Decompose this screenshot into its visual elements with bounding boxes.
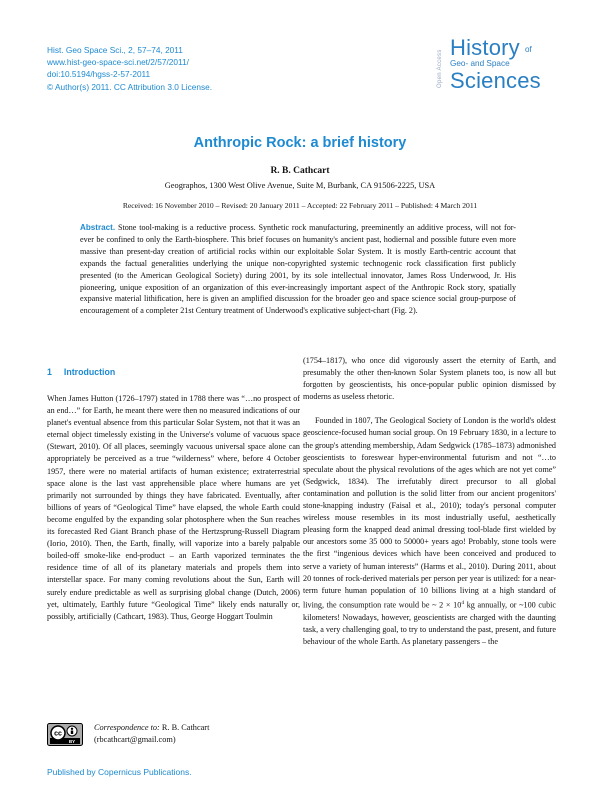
citation-line: Hist. Geo Space Sci., 2, 57–74, 2011: [47, 45, 183, 55]
abstract-label: Abstract.: [80, 223, 116, 232]
section-number: 1: [47, 367, 52, 377]
right-paragraph-2-part-b: kg annually, or ~100 cubic kilometers! Nowadays, however, geoscientists are charged with the daunting task, a very challenging goal, to try to understand the past, present, and future behaviour of the whole Earth. As planetary passengers – the: [303, 600, 556, 646]
logo-word-of: of: [525, 45, 532, 54]
publisher-footer: Published by Copernicus Publications.: [47, 767, 192, 777]
correspondence-block: [94, 722, 209, 746]
logo-word-history: History: [450, 35, 520, 60]
author-affiliation: Geographos, 1300 West Olive Avenue, Suite M, Burbank, CA 91506-2225, USA: [164, 181, 436, 190]
correspondence-name: R. B. Cathcart: [161, 723, 210, 732]
by-text: BY: [68, 739, 76, 745]
right-paragraph-1: (1754–1817), who once did vigorously assert the eternity of Earth, and presumably the other then-known Solar System planets too, is now all but forgotten by geoscientists, his once-popular public opinion dismissed by moderns as useless rhetoric.: [303, 356, 556, 402]
article-title: Anthropic Rock: a brief history: [193, 135, 407, 151]
correspondence-email-link[interactable]: (rbcathcart@gmail.com): [94, 735, 176, 744]
journal-header-meta: [47, 44, 377, 93]
cc-by-icon: [47, 723, 83, 746]
abstract-block: [80, 222, 516, 317]
open-access-label: Open Access: [437, 49, 443, 88]
logo-word-sciences: Sciences: [450, 68, 541, 93]
logo-line-geo-space: Geo- and Space: [450, 59, 510, 68]
left-column: [47, 393, 300, 623]
right-paragraph-2-part-a: Founded in 1807, The Geological Society of London is the world's oldest geoscience-focused human social group. On 19 February 1830, in a lecture to the group's attending membership, Adam Sedgwick (1785–1873) admonished geoscientists to foreswear hyper-environmental futurism and not “…to speculate about the physical revolutions of the ages which are not yet come” (Sedgwick, 1834). The irrefutably direct precursor to all global contamination and pollution is the solid litter from our ancient progenitors' stone-knapping industry (Faisal et al., 2010); today's personal computer wireless mouse resembles in its most industrially useful, aesthetically pleasing form the knapped dead animal dressing tool-blade first wielded by our ancestors some 35 000 to 50000+ years ago! Probably, stone tools were the first “ingenious devices which have been conceived and produced to serve a variety of human interests” (Harms et al., 2010). During 2011, about 20 tonnes of rock-derived materials per person per year is utilized: for a near-term future human population of 10 billions living at a high standard of living, the consumption rate would be ~ 2 × 10: [303, 416, 556, 610]
license-line: © Author(s) 2011. CC Attribution 3.0 License.: [47, 81, 213, 92]
section-heading-introduction: [47, 367, 115, 377]
right-paragraph-2: [303, 415, 556, 648]
journal-url-link[interactable]: www.hist-geo-space-sci.net/2/57/2011/: [47, 57, 189, 68]
cc-text: cc: [54, 730, 62, 738]
right-column: [303, 355, 556, 648]
intro-paragraph: When James Hutton (1726–1797) stated in 1788 there was “…no prospect of an end…” for Earth, he meant there were then no measured indications of our planet's eventual absence from this particular Solar System, not that it was an eternal object timelessly existing in the Universe's volume of vacuous space (Stewart, 2010). Of all places, seemingly vacuous universal space alone can appropriately be perceived as a true “wilderness” where, before 4 October 1957, there were no material artifacts of human existence; extraterrestrial space alone is the last vast apprehensible place where humans are yet primarily not surrounded by things they have fabricated. Eventually, after billions of years of “Geological Time” have elapsed, the whole Earth could become engulfed by the expanding solar photosphere when the Sun reaches its forecasted Red Giant Branch phase of the Hertzsprung-Russell Diagram (Iorio, 2010). Then, the Earth, finally, will vaporize into a barely palpable boiled-off smoke-like end-product – an Earth vaporized terminates the residence time of all of its planetary materials and propels them into interstellar space. For many coming revolutions about the Sun, Earth will surely endure predictable as well as surprising global change (Dutch, 2006) yet, ultimately, Earthly future “Geological Time” likely ends naturally or, possibly, artificially (Cathcart, 1983). Thus, George Hoggart Toulmin: [47, 394, 300, 621]
creative-commons-badge[interactable]: [47, 723, 83, 746]
article-author: R. B. Cathcart: [270, 166, 330, 176]
doi-link[interactable]: doi:10.5194/hgss-2-57-2011: [47, 69, 151, 80]
section-title: Introduction: [63, 367, 116, 377]
correspondence-label: Correspondence to:: [94, 723, 160, 732]
abstract-text: Stone tool-making is a reductive process. Synthetic rock manufacturing, preeminently an additive process, will not for-ever be confined to only the Earth-biosphere. This brief focuses on humanity's ancient past, hodiernal and possible future even more massive than present-day creation of artificial rocks within our exploitable Solar System. It is mostly Earth-centric account that expands the factual generalities underlying the unique non-copyrighted systemic technogenic rock classification first publicly presented (to the American Geological Society) during 2001, by its sole intellectual innovator, James Ross Underwood, Jr. His pioneering, unique exposition of an organization of this ever-increasingly important aspect of the Anthropic Rock story, spatially expansive material lithification, here is given an amplified discussion for the broader geo and space science social group-purpose of encouragement of a completer 21st Century treatment of Underwood's explicative subject-chart (Fig. 2).: [80, 223, 516, 316]
article-dates: Received: 16 November 2010 – Revised: 20 January 2011 – Accepted: 22 February 2011 – Published: 4 March 2011: [122, 201, 478, 210]
exponent: 4: [461, 599, 465, 606]
journal-logo: [450, 37, 580, 97]
